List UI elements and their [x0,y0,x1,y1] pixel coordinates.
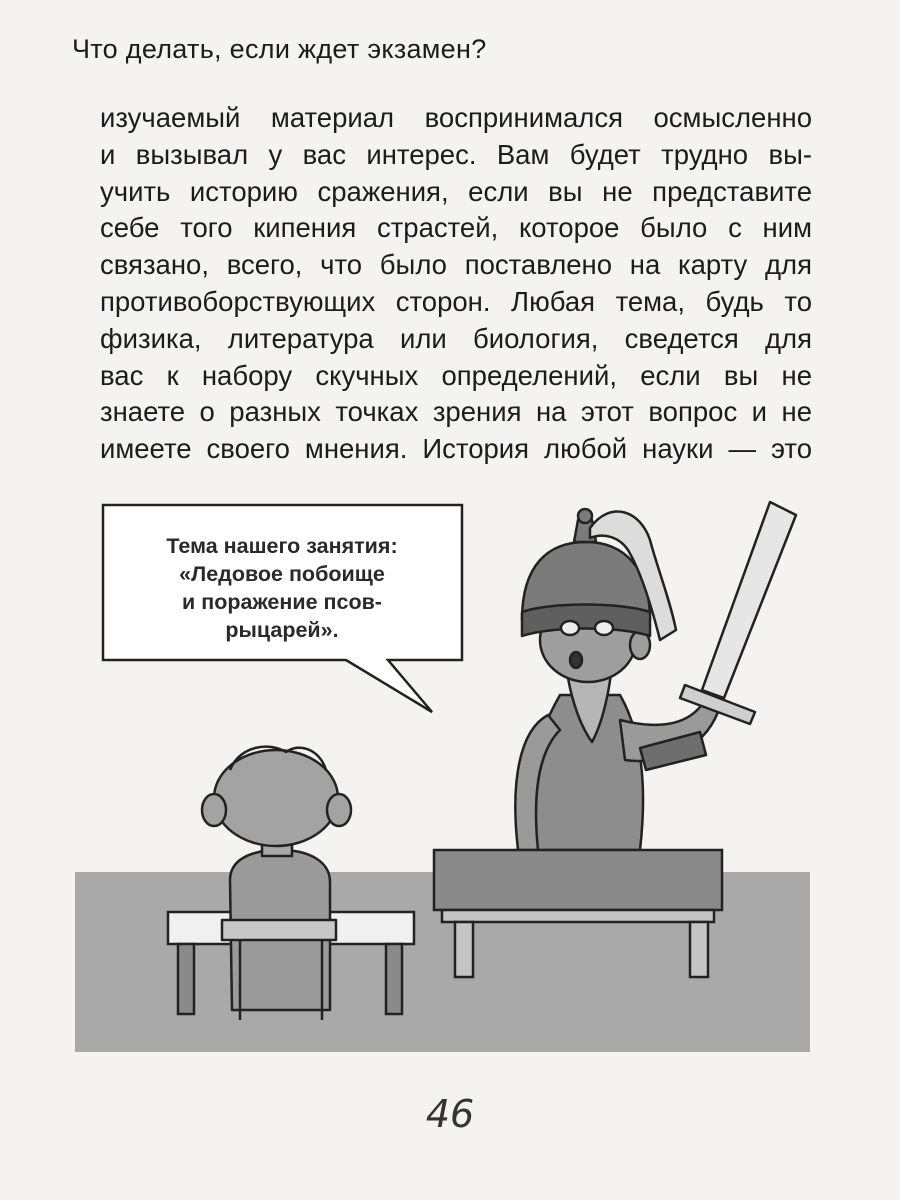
text-line: изучаемый материал воспринимался осмысленно [100,102,812,133]
page-number: 46 [425,1092,475,1136]
sword [680,502,796,724]
text-line: учить историю сражения, если вы не представите [100,175,812,207]
body-paragraph [100,100,812,468]
speech-line: Тема нашего занятия: [166,534,398,558]
speech-bubble-text [104,532,460,644]
text-line: вас к набору скучных определений, если вы не [100,359,812,391]
text-line: и вызывал у вас интерес. Вам будет трудно вы- [100,138,812,170]
text-line: противоборствующих сторон. Любая тема, будь то [100,285,812,317]
text-line: связано, всего, что было поставлено на карту для [100,249,812,281]
knight-teacher [515,509,718,850]
text-line: имеете своего мнения. История любой науки — это [100,433,812,465]
text-line: физика, литература или биология, сведется для [100,322,812,354]
speech-line: и поражение псов- [182,590,382,614]
speech-line: рыцарей». [225,618,339,642]
speech-line: «Ледовое побоище [179,562,385,586]
running-head: Что делать, если ждет экзамен? [72,34,487,64]
text-line: знаете о разных точках зрения на этот вопрос и не [100,396,812,428]
text-line: себе того кипения страстей, которое было с ним [100,212,812,244]
